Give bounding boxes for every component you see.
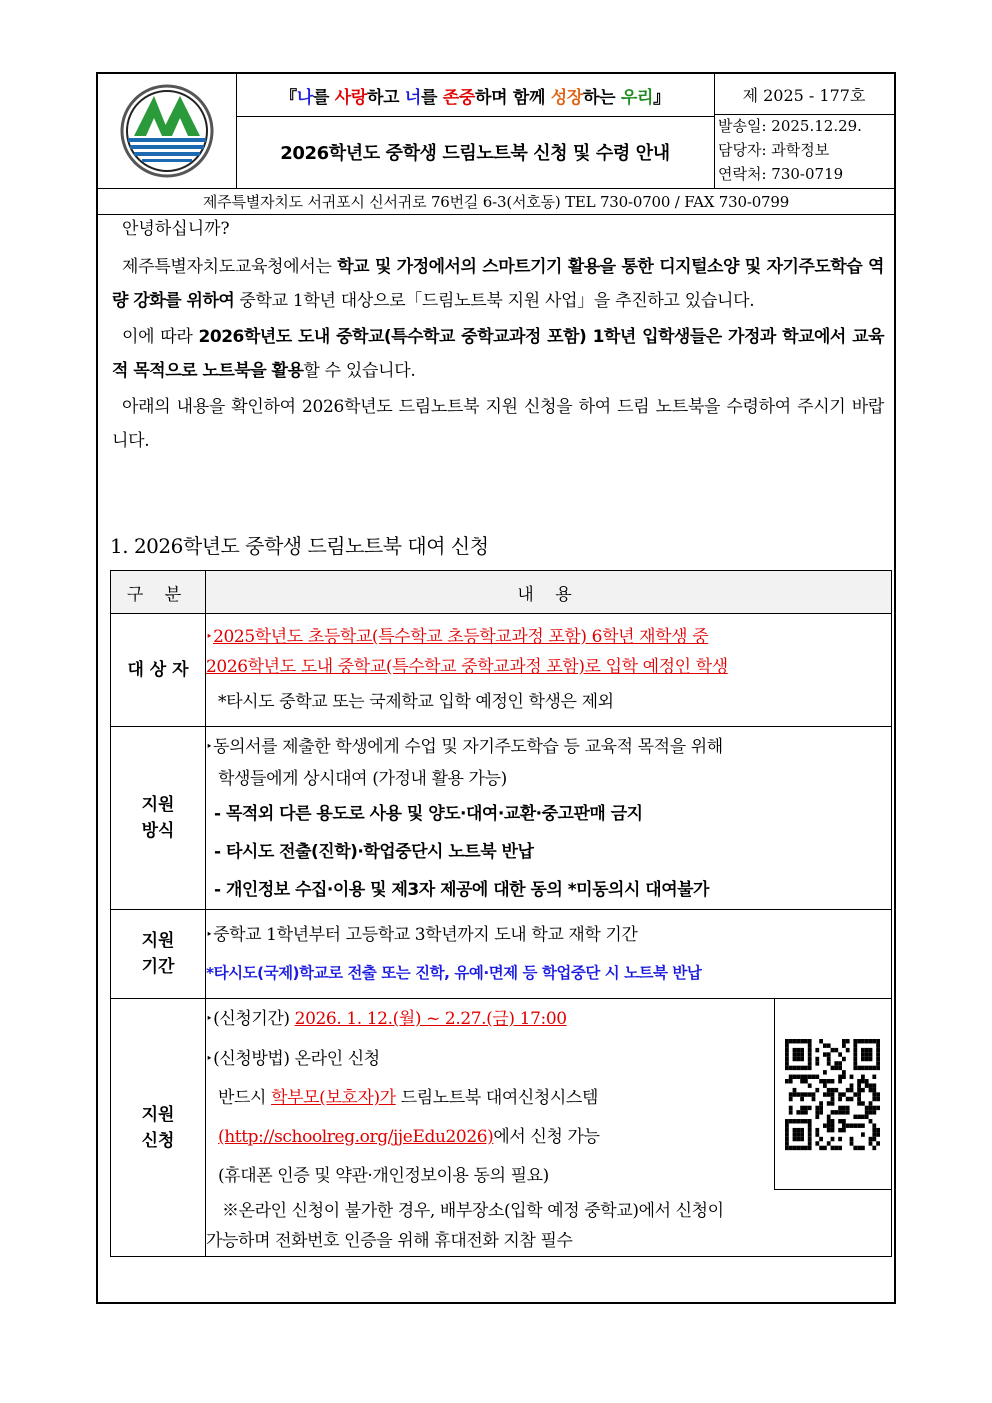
method-content: [206, 727, 892, 910]
target-line-2: 2026학년도 도내 중학교(특수학교 중학교과정 포함)로 입학 예정인 학생: [206, 657, 728, 677]
apply-period-value: 2026. 1. 12.(월) ~ 2.27.(금) 17:00: [294, 1009, 567, 1029]
slogan-segment: 존중: [442, 87, 475, 108]
bullet-icon: ‣: [206, 1052, 213, 1065]
letter-body: [112, 218, 884, 460]
slogan-segment: 사랑: [334, 87, 367, 108]
bullet-icon: ‣: [206, 928, 213, 941]
method-line-2: 학생들에게 상시대여 (가정내 활용 가능): [218, 769, 507, 789]
application-system-link[interactable]: (http://schoolreg.org/jjeEdu2026): [218, 1127, 494, 1147]
target-line-1: 2025학년도 초등학교(특수학교 초등학교과정 포함) 6학년 재학생 중: [213, 627, 709, 647]
paragraph-2: 이에 따라 2026학년도 도내 중학교(특수학교 중학교과정 포함) 1학년 입학생들은 가정과 학교에서 교육적 목적으로 노트북을 활용할 수 있습니다.: [112, 327, 884, 381]
school-address: 제주특별자치도 서귀포시 신서귀로 76번길 6-3(서호동) TEL 730-0700 / FAX 730-0799: [98, 188, 894, 215]
bullet-icon: ‣: [206, 630, 213, 643]
table-row-method: [111, 727, 892, 910]
issue-date: 발송일: 2025.12.29.: [718, 117, 862, 135]
table-row-target: [111, 614, 892, 727]
apply-offline-note-2: 가능하며 전화번호 인증을 위해 휴대전화 지참 필수: [206, 1231, 573, 1251]
target-label: 대 상 자: [111, 614, 206, 727]
letterhead: [98, 74, 894, 189]
period-note: *타시도(국제)학교로 전출 또는 진학, 유예·면제 등 학업중단 시 노트북 반납: [206, 964, 702, 982]
apply-offline-note-1: ※온라인 신청이 불가한 경우, 배부장소(입학 예정 중학교)에서 신청이: [222, 1201, 724, 1221]
document-frame: [96, 72, 896, 1304]
apply-guardian: 학부모(보호자)가: [271, 1088, 396, 1108]
slogan-segment: 우리: [620, 87, 654, 108]
slogan-segment: 너: [404, 87, 421, 108]
target-note: *타시도 중학교 또는 국제학교 입학 예정인 학생은 제외: [218, 692, 614, 712]
period-content: [206, 910, 892, 999]
table-row-apply: [111, 999, 892, 1257]
apply-period-prefix: (신청기간): [213, 1009, 295, 1029]
slogan-segment: 성장: [550, 87, 583, 108]
apply-label: 지원 신청: [111, 999, 206, 1257]
method-label: 지원 방식: [111, 727, 206, 910]
column-header-content: 내 용: [206, 571, 892, 614]
bullet-icon: ‣: [206, 740, 213, 753]
contact-number: 연락처: 730-0719: [718, 165, 844, 183]
slogan-segment: 를: [421, 87, 443, 108]
document-number: 제 2025 - 177호: [714, 74, 894, 115]
manager: 담당자: 과학정보: [718, 141, 830, 159]
apply-content: ‣(신청기간) 2026. 1. 12.(월) ~ 2.27.(금) 17:00 ‣(신청방법) 온라인 신청 반드시 학부모(보호자)가 드림노트북 대여신청시스템 (http://schoolreg.org/jjeEdu2026)에서 신청 가능 (휴대폰 인증 및 약관·개인정보이용 동의 필요) ※온라인 신청이 불가한 경우, 배부장소(입학 예정 중학교)에서 신청이 가능하며 전화번호 인증을 위해 휴대전화 지참 필수: [206, 999, 892, 1257]
table-row-period: [111, 910, 892, 999]
slogan-segment: 하고: [367, 87, 405, 108]
method-rule-2: - 타시도 전출(진학)·학업중단시 노트북 반납: [214, 842, 534, 862]
method-rule-1: - 목적외 다른 용도로 사용 및 양도·대여·교환·중고판매 금지: [214, 804, 643, 824]
period-line-1: 중학교 1학년부터 고등학교 3학년까지 도내 학교 재학 기간: [213, 925, 638, 945]
school-logo-icon: [98, 74, 236, 188]
method-rule-3: - 개인정보 수집·이용 및 제3자 제공에 대한 동의 *미동의시 대여불가: [214, 880, 709, 900]
slogan-segment: 를: [313, 87, 335, 108]
slogan-segment: 하는: [582, 87, 621, 108]
qr-code-icon: [785, 1039, 881, 1151]
qr-code-cell: [774, 999, 891, 1190]
bullet-icon: ‣: [206, 1012, 213, 1025]
document-meta: [714, 114, 894, 188]
greeting: 안녕하십니까?: [122, 219, 230, 239]
apply-method: (신청방법) 온라인 신청: [213, 1049, 380, 1069]
logo-cell: [98, 74, 237, 188]
document-title: 2026학년도 중학생 드림노트북 신청 및 수령 안내: [236, 116, 715, 188]
slogan-segment: 하며 함께: [475, 87, 551, 108]
school-slogan: 『 나를 사랑하고 너를 존중하며 함께 성장하는 우리 』: [236, 74, 715, 117]
period-label: 지원 기간: [111, 910, 206, 999]
table-header-row: [111, 571, 892, 614]
target-content: [206, 614, 892, 727]
column-header-category: 구 분: [111, 571, 206, 614]
section-title: 1. 2026학년도 중학생 드림노트북 대여 신청: [110, 534, 489, 558]
paragraph-3: 아래의 내용을 확인하여 2026학년도 드림노트북 지원 신청을 하여 드림 노트북을 수령하여 주시기 바랍니다.: [112, 397, 884, 451]
slogan-segment: 나: [296, 87, 313, 108]
rental-application-table: [110, 570, 892, 1257]
apply-consent-note: (휴대폰 인증 및 약관·개인정보이용 동의 필요): [218, 1166, 549, 1186]
paragraph-1: 제주특별자치도교육청에서는 학교 및 가정에서의 스마트기기 활용을 통한 디지털소양 및 자기주도학습 역량 강화를 위하여 중학교 1학년 대상으로「드림노트북 지원 사업」을 추진하고 있습니다.: [112, 257, 884, 311]
method-line-1: 동의서를 제출한 학생에게 수업 및 자기주도학습 등 교육적 목적을 위해: [213, 737, 723, 757]
